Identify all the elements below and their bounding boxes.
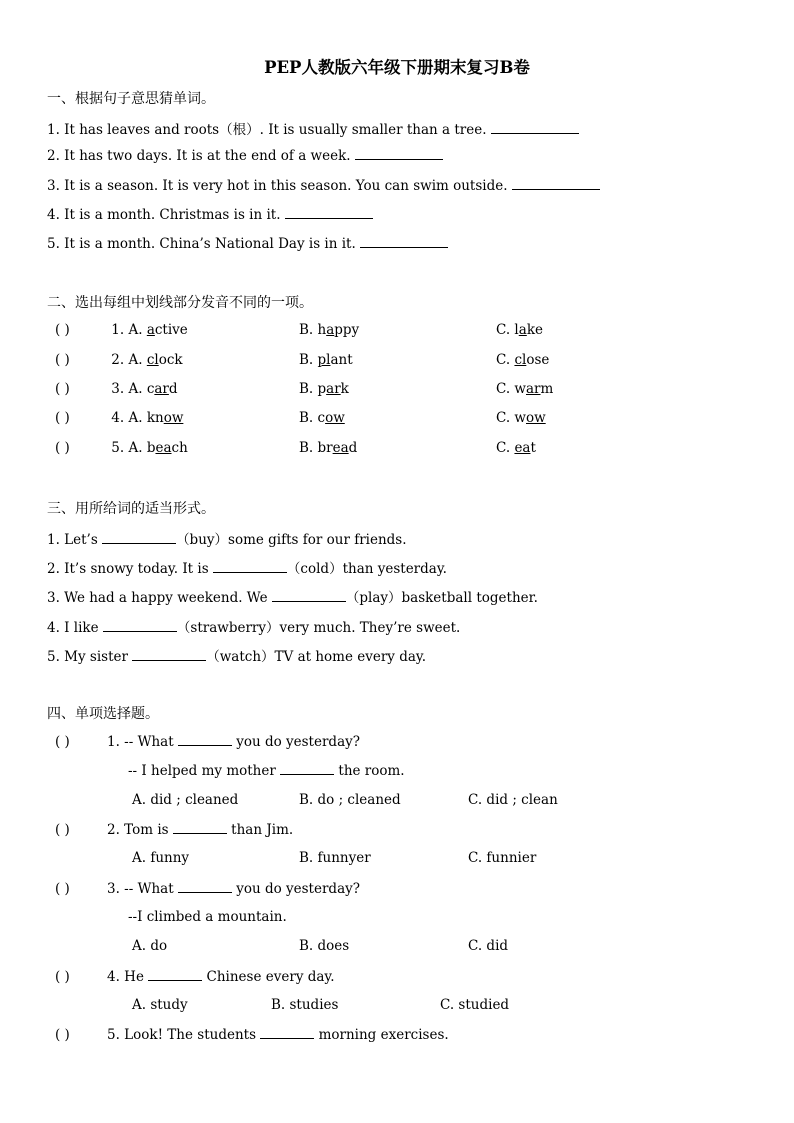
answer-blank[interactable] — [103, 619, 177, 632]
sec2-row-2 — [55, 352, 183, 368]
option-c: C. did — [468, 938, 509, 954]
answer-paren[interactable]: ( ) — [55, 440, 70, 456]
sec4-q1-answer-line: -- I helped my mother the room. — [128, 763, 405, 779]
answer-paren[interactable]: ( ) — [55, 381, 70, 397]
sec1-item-5 — [47, 235, 448, 252]
section-3-heading: 三、用所给词的适当形式。 — [47, 501, 215, 517]
sec3-item-1: 1. Let’s （buy）some gifts for our friends. — [47, 532, 407, 548]
option-c: C. lake — [496, 322, 543, 338]
sec2-num: 1. A. — [111, 322, 143, 338]
option-c: C. wow — [496, 410, 546, 426]
option-a: card — [146, 381, 178, 397]
sec1-item-3-text: 3. It is a season. It is very hot in this season. You can swim outside. — [47, 178, 508, 194]
answer-blank[interactable] — [272, 589, 346, 602]
option-c: C. warm — [496, 381, 554, 397]
sec1-item-4-text: 4. It is a month. Christmas is in it. — [47, 207, 281, 223]
option-b: B. bread — [299, 440, 358, 456]
sec1-item-3 — [47, 177, 600, 194]
section-2-heading: 二、选出每组中划线部分发音不同的一项。 — [47, 295, 313, 311]
answer-paren[interactable]: ( ) — [55, 969, 70, 985]
answer-blank[interactable] — [491, 121, 579, 134]
answer-blank[interactable] — [148, 968, 202, 981]
answer-blank[interactable] — [173, 821, 227, 834]
option-c: C. eat — [496, 440, 536, 456]
answer-blank[interactable] — [355, 147, 443, 160]
answer-paren[interactable]: ( ) — [55, 1027, 70, 1043]
answer-paren[interactable]: ( ) — [55, 410, 70, 426]
option-a: know — [146, 410, 184, 426]
answer-blank[interactable] — [132, 648, 206, 661]
option-b: B. does — [299, 938, 350, 954]
sec4-q3: ( ) 3. -- What you do yesterday? — [55, 881, 360, 897]
answer-paren[interactable]: ( ) — [55, 822, 70, 838]
option-b: B. funnyer — [299, 850, 371, 866]
option-a: active — [146, 322, 188, 338]
option-b: B. cow — [299, 410, 345, 426]
option-a: A. did ; cleaned — [132, 792, 239, 808]
answer-blank[interactable] — [213, 560, 287, 573]
sec2-row-4 — [55, 410, 183, 426]
option-b: B. plant — [299, 352, 353, 368]
sec4-q5: ( ) 5. Look! The students morning exercises. — [55, 1027, 449, 1043]
sec4-q1: ( ) 1. -- What you do yesterday? — [55, 734, 360, 750]
section-1-heading: 一、根据句子意思猜单词。 — [47, 91, 215, 107]
sec2-num: 4. A. — [111, 410, 143, 426]
option-a: clock — [146, 352, 183, 368]
sec1-item-1 — [47, 118, 579, 138]
page-title: PEP人教版六年级下册期末复习B卷 — [264, 58, 530, 77]
answer-blank[interactable] — [280, 762, 334, 775]
sec1-item-1-text: 1. It has leaves and roots（根）. It is usually smaller than a tree. — [47, 122, 487, 138]
answer-paren[interactable]: ( ) — [55, 352, 70, 368]
sec2-num: 3. A. — [111, 381, 143, 397]
answer-blank[interactable] — [360, 235, 448, 248]
answer-paren[interactable]: ( ) — [55, 322, 70, 338]
answer-paren[interactable]: ( ) — [55, 881, 70, 897]
sec2-row-1 — [55, 322, 188, 338]
option-b: B. do ; cleaned — [299, 792, 401, 808]
sec3-item-5: 5. My sister （watch）TV at home every day. — [47, 649, 427, 665]
option-a: A. funny — [132, 850, 190, 866]
sec4-q4: ( ) 4. He Chinese every day. — [55, 969, 335, 985]
answer-paren[interactable]: ( ) — [55, 734, 70, 750]
option-b: B. happy — [299, 322, 360, 338]
answer-blank[interactable] — [102, 531, 176, 544]
option-a: A. do — [132, 938, 168, 954]
sec3-item-3: 3. We had a happy weekend. We （play）basketball together. — [47, 590, 538, 606]
sec4-q3-answer-line: --I climbed a mountain. — [128, 909, 287, 925]
option-c: C. did ; clean — [468, 792, 558, 808]
sec4-q2: ( ) 2. Tom is than Jim. — [55, 822, 294, 838]
sec2-num: 5. A. — [111, 440, 143, 456]
option-c: C. studied — [440, 997, 510, 1013]
answer-blank[interactable] — [260, 1026, 314, 1039]
sec1-item-2-text: 2. It has two days. It is at the end of a week. — [47, 148, 351, 164]
option-c: C. funnier — [468, 850, 537, 866]
section-4-heading: 四、单项选择题。 — [47, 706, 159, 722]
sec1-item-4 — [47, 206, 373, 223]
sec1-item-5-text: 5. It is a month. China’s National Day is in it. — [47, 236, 356, 252]
answer-blank[interactable] — [512, 177, 600, 190]
sec1-item-2 — [47, 147, 443, 164]
option-b: B. park — [299, 381, 349, 397]
answer-blank[interactable] — [285, 206, 373, 219]
option-a: A. study — [132, 997, 188, 1013]
option-b: B. studies — [271, 997, 339, 1013]
sec2-row-3 — [55, 381, 178, 397]
option-c: C. close — [496, 352, 550, 368]
sec2-num: 2. A. — [111, 352, 143, 368]
answer-blank[interactable] — [178, 733, 232, 746]
sec3-item-2: 2. It’s snowy today. It is （cold）than yesterday. — [47, 561, 447, 577]
option-a: beach — [146, 440, 188, 456]
answer-blank[interactable] — [178, 880, 232, 893]
sec3-item-4: 4. I like （strawberry）very much. They’re sweet. — [47, 620, 461, 636]
sec2-row-5 — [55, 440, 188, 456]
